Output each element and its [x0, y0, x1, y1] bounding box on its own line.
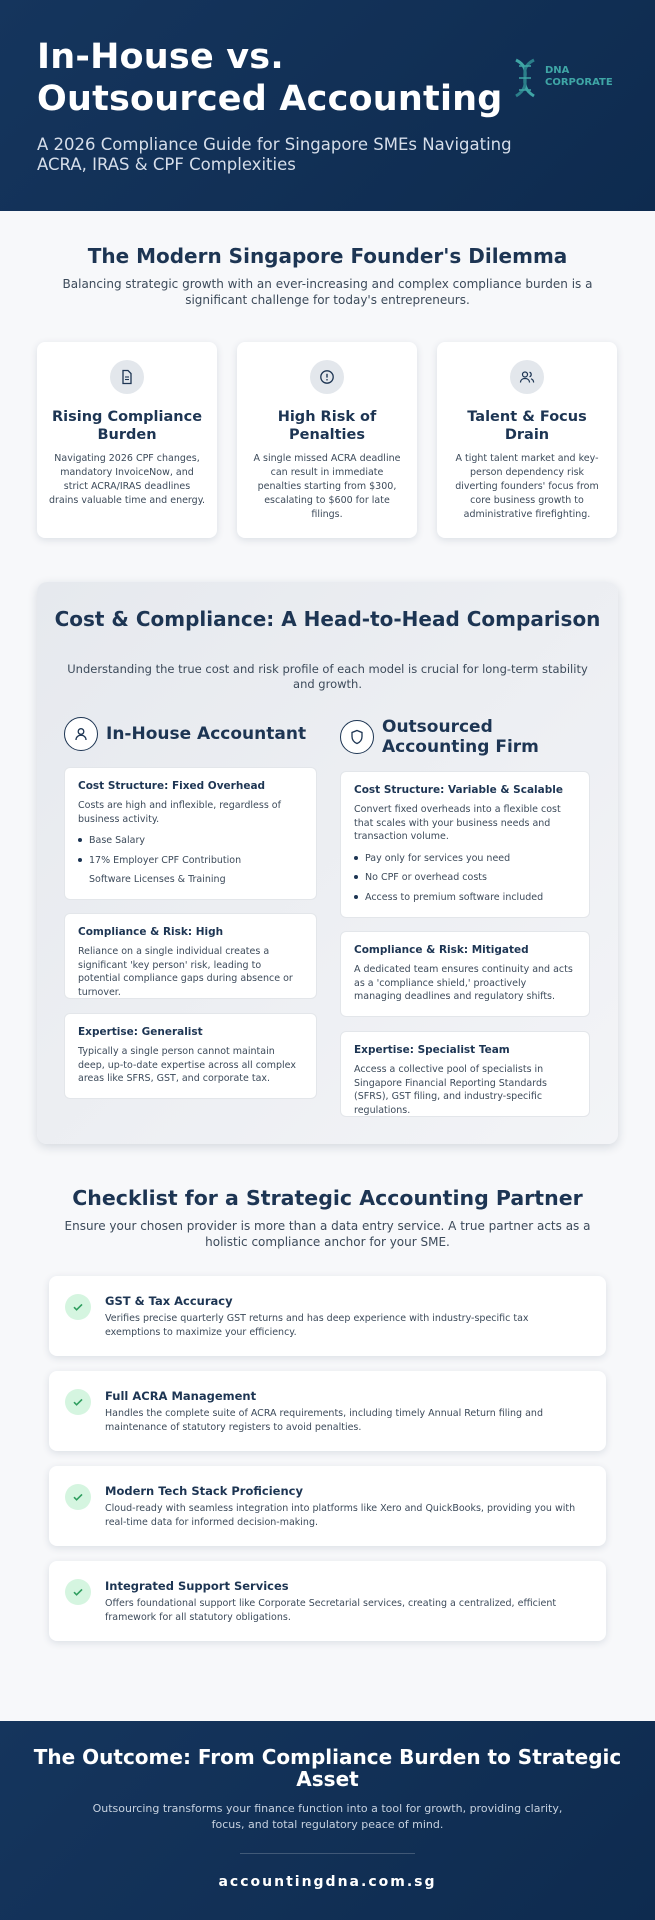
cost-list: [354, 852, 576, 904]
check-icon: [65, 1294, 91, 1320]
checklist-item-support: [49, 1561, 606, 1641]
box-text: Access a collective pool of specialists in Singapore Financial Reporting Standards (SFRS), GST filing, and industry-specific regulations.: [354, 1064, 547, 1116]
footer-text: Outsourcing transforms your finance function into a tool for growth, providing clarity, focus, and total regulatory peace of mind.: [92, 1802, 563, 1831]
box-title: Expertise: Specialist Team: [354, 1044, 510, 1056]
checklist-item-title: Integrated Support Services: [105, 1579, 289, 1593]
box-title: Compliance & Risk: High: [78, 926, 224, 938]
checklist-item-text: Verifies precise quarterly GST returns and has deep experience with industry-specific tax exemptions to maximize your efficiency.: [105, 1313, 529, 1338]
list-item: Access to premium software included: [354, 891, 576, 904]
footer-banner: [0, 1721, 655, 1920]
checklist-item-acra: [49, 1371, 606, 1451]
outsourced-heading: [340, 717, 600, 757]
dna-logo-icon: [508, 56, 542, 100]
box-text: Typically a single person cannot maintain deep, up-to-date expertise across all complex areas like SFRS, GST, and corporate tax.: [78, 1046, 296, 1084]
outsourced-expertise-box: [340, 1031, 590, 1117]
box-title: Expertise: Generalist: [78, 1026, 203, 1038]
comparison-panel: [37, 582, 618, 1144]
inhouse-cost-box: [64, 767, 317, 900]
checklist-subtitle: Ensure your chosen provider is more than a data entry service. A true partner acts as a holistic compliance anchor for your SME.: [64, 1219, 591, 1249]
card-rising-compliance: [37, 342, 217, 538]
card-title: Rising Compliance Burden: [51, 409, 203, 443]
person-icon: [64, 717, 98, 751]
checklist-item-text: Cloud-ready with seamless integration into platforms like Xero and QuickBooks, providing you with real-time data for informed decision-making.: [105, 1503, 576, 1528]
page-subtitle: A 2026 Compliance Guide for Singapore SMEs Navigating ACRA, IRAS & CPF Complexities: [37, 135, 512, 174]
outsourced-heading-label: Outsourced Accounting Firm: [382, 717, 539, 757]
card-text: A tight talent market and key-person dependency risk diverting founders' focus from core business growth to administrative firefighting.: [455, 453, 599, 520]
checklist-item-text: Offers foundational support like Corporate Secretarial services, creating a centralized, efficient framework for all statutory obligations.: [105, 1598, 557, 1623]
list-item: Pay only for services you need: [354, 852, 576, 865]
outsourced-risk-box: [340, 931, 590, 1017]
card-text: Navigating 2026 CPF changes, mandatory InvoiceNow, and strict ACRA/IRAS deadlines drains valuable time and energy.: [49, 453, 205, 506]
list-item: 17% Employer CPF Contribution: [78, 854, 303, 867]
check-icon: [65, 1579, 91, 1605]
box-text: Reliance on a single individual creates a significant 'key person' risk, leading to potential compliance gaps during absence or turnover.: [78, 946, 293, 998]
checklist-item-title: Full ACRA Management: [105, 1389, 257, 1403]
box-title: Cost Structure: Fixed Overhead: [78, 780, 266, 792]
footer-title: The Outcome: From Compliance Burden to Strategic Asset: [33, 1745, 622, 1791]
header-banner: [0, 0, 655, 211]
box-title: Compliance & Risk: Mitigated: [354, 944, 529, 956]
checklist-title: Checklist for a Strategic Accounting Partner: [72, 1186, 583, 1210]
inhouse-heading: [64, 717, 306, 751]
comparison-subtitle: Understanding the true cost and risk profile of each model is crucial for long-term stability and growth.: [67, 662, 588, 691]
card-title: High Risk of Penalties: [277, 409, 377, 443]
website-link[interactable]: accountingdna.com.sg: [218, 1874, 437, 1890]
checklist-item-gst: [49, 1276, 606, 1356]
box-text: Convert fixed overheads into a flexible cost that scales with your business needs and transaction volume.: [354, 804, 561, 842]
logo-line-1: DNA: [545, 65, 570, 76]
checklist-item-title: GST & Tax Accuracy: [105, 1294, 233, 1308]
card-talent-drain: [437, 342, 617, 538]
inhouse-heading-label: In-House Accountant: [106, 724, 307, 744]
list-item: No CPF or overhead costs: [354, 871, 576, 884]
box-title: Cost Structure: Variable & Scalable: [354, 784, 563, 796]
users-icon: [510, 360, 544, 394]
card-title: Talent & Focus Drain: [467, 409, 587, 443]
inhouse-risk-box: [64, 913, 317, 999]
page-title: In-House vs. Outsourced Accounting: [37, 37, 503, 119]
box-text: A dedicated team ensures continuity and acts as a 'compliance shield,' proactively managing deadlines and regulatory shifts.: [354, 964, 573, 1002]
checklist-item-title: Modern Tech Stack Proficiency: [105, 1484, 303, 1498]
check-icon: [65, 1389, 91, 1415]
document-icon: [110, 360, 144, 394]
checklist-item-text: Handles the complete suite of ACRA requirements, including timely Annual Return filing and maintenance of statutory registers to avoid penalties.: [105, 1408, 543, 1433]
card-text: A single missed ACRA deadline can result in immediate penalties starting from $300, escalating to $600 for late filings.: [253, 453, 401, 520]
dilemma-subtitle: Balancing strategic growth with an ever-increasing and complex compliance burden is a significant challenge for today's entrepreneurs.: [62, 277, 593, 307]
logo-line-2: CORPORATE: [545, 77, 613, 88]
comparison-title: Cost & Compliance: A Head-to-Head Comparison: [54, 607, 601, 631]
logo-text: [545, 65, 613, 89]
list-item: Software Licenses & Training: [89, 874, 226, 885]
box-text: Costs are high and inflexible, regardless of business activity.: [78, 800, 281, 825]
brand-logo: [508, 56, 618, 100]
footer-divider: [240, 1853, 415, 1854]
inhouse-expertise-box: [64, 1013, 317, 1099]
card-high-risk: [237, 342, 417, 538]
dilemma-title: The Modern Singapore Founder's Dilemma: [87, 244, 568, 268]
check-icon: [65, 1484, 91, 1510]
shield-icon: [340, 720, 374, 754]
alert-icon: [310, 360, 344, 394]
checklist-item-tech: [49, 1466, 606, 1546]
cost-list: [78, 834, 303, 886]
outsourced-cost-box: [340, 771, 590, 918]
list-item: Base Salary: [78, 834, 303, 847]
